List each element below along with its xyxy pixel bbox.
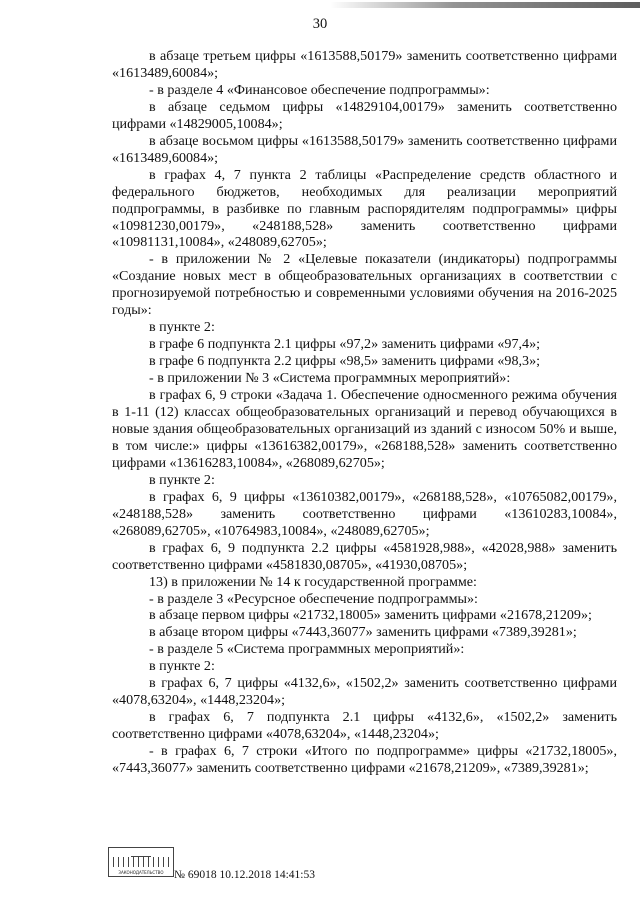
paragraph: в абзаце первом цифры «21732,18005» заменить цифрами «21678,21209»;: [149, 607, 592, 624]
paragraph: в абзаце втором цифры «7443,36077» заменить цифрами «7389,39281»;: [149, 624, 577, 641]
scan-artifact: [330, 2, 640, 8]
paragraph: в пункте 2:: [149, 319, 215, 336]
page-number: 30: [312, 16, 328, 32]
paragraph: в графах 4, 7 пункта 2 таблицы «Распределение средств областного и федерального бюджетов, необходимых для реализации мероприятий подпрограммы, в разбивке по главным распорядителям подпрограммы» цифры «10981230,00179», «248188,528» заменить соответственно цифрами «10981131,10084», «248089,62705»;: [112, 166, 617, 251]
footer: [108, 847, 528, 887]
paragraph: - в приложении № 2 «Целевые показатели (индикаторы) подпрограммы «Создание новых мест в общеобразовательных организациях в соответствии с прогнозируемой потребностью и современными условиями обучения на 2016-2025 годы»:: [112, 251, 617, 319]
paragraph: в абзаце седьмом цифры «14829104,00179» заменить соответственно цифрами «14829005,10084»;: [112, 98, 617, 132]
paragraph: 13) в приложении № 14 к государственной программе:: [149, 573, 477, 590]
paragraph: в графе 6 подпункта 2.2 цифры «98,5» заменить цифрами «98,3»;: [149, 353, 541, 370]
registry-stamp-icon: [108, 847, 174, 877]
paragraph: в пункте 2:: [149, 471, 215, 488]
paragraph: в пункте 2:: [149, 658, 215, 675]
paragraph: в абзаце третьем цифры «1613588,50179» заменить соответственно цифрами «1613489,60084»;: [112, 48, 617, 81]
paragraph: в графах 6, 9 строки «Задача 1. Обеспечение односменного режима обучения в 1-11 (12) классах общеобразовательных организаций и перевод обучающихся в новые здания общеобразовательных организаций из зданий с износом 50% и выше, в том числе:» цифры «13616382,00179», «268188,528» заменить соответственно цифрами «13616283,10084», «268089,62705»;: [112, 387, 617, 471]
paragraph: - в графах 6, 7 строки «Итого по подпрограмме» цифры «21732,18005», «7443,36077» заменить соответственно цифрами «21678,21209», «7389,39281»;: [112, 743, 617, 777]
paragraph: в графах 6, 7 цифры «4132,6», «1502,2» заменить соответственно цифрами «4078,63204», «1448,23204»;: [112, 675, 617, 709]
paragraph: - в разделе 3 «Ресурсное обеспечение подпрограммы»:: [149, 590, 478, 607]
paragraph: в графах 6, 9 цифры «13610382,00179», «268188,528», «10765082,00179», «248188,528» заменить соответственно цифрами «13610283,10084», «268089,62705», «10764983,10084», «248089,62705»;: [112, 488, 617, 539]
paragraph: - в приложении № 3 «Система программных мероприятий»:: [149, 370, 511, 387]
paragraph: в графе 6 подпункта 2.1 цифры «97,2» заменить цифрами «97,4»;: [149, 336, 541, 353]
paragraph: в графах 6, 9 подпункта 2.2 цифры «4581928,988», «42028,988» заменить соответственно цифрами «4581830,08705», «41930,08705»;: [112, 539, 617, 573]
paragraph: - в разделе 5 «Система программных мероприятий»:: [149, 641, 465, 658]
paragraph: в графах 6, 7 подпункта 2.1 цифры «4132,6», «1502,2» заменить соответственно цифрами «4078,63204», «1448,23204»;: [112, 709, 617, 743]
paragraph: - в разделе 4 «Финансовое обеспечение подпрограммы»:: [149, 81, 490, 98]
paragraph: в абзаце восьмом цифры «1613588,50179» заменить соответственно цифрами «1613489,60084»;: [112, 132, 617, 166]
stamp-caption: ЗАКОНОДАТЕЛЬСТВО: [118, 870, 164, 875]
document-body: [112, 48, 617, 777]
document-id: № 69018 10.12.2018 14:41:53: [174, 869, 315, 881]
